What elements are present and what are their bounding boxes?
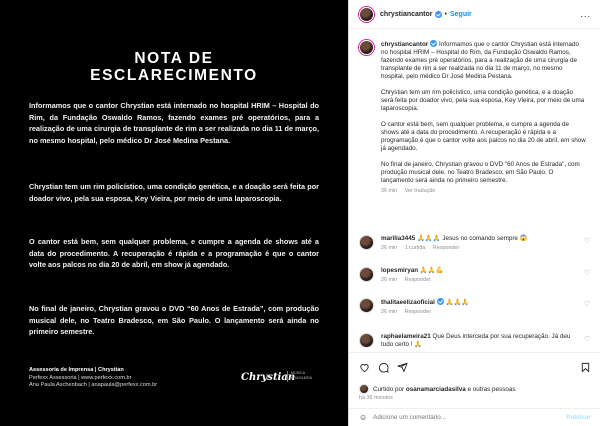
comment-item — [359, 333, 591, 349]
add-comment-bar — [349, 408, 600, 426]
caption-paragraph-1: Informamos que o cantor Chrystian está internado no hospital HRIM – Hospital do Rim, da Fundação Oswaldo Ramos, fazendo exames pré operatórios, para a realização de uma cirurgia de transplante de rim a ser realizada no dia 11 de março, no mesmo hospital, pelo médico Dr José Medina Pestana. — [381, 41, 580, 80]
comment-body: 🙏🙏💪 — [419, 267, 444, 274]
comment-text — [381, 298, 577, 316]
like-comment-heart-icon[interactable]: ♡ — [584, 238, 591, 245]
liked-by-user[interactable]: osanamarciadasilva — [405, 385, 466, 393]
comment-body: 🙏🙏🙏 Jesus no comando sempre 😱 — [417, 235, 528, 242]
follow-button[interactable]: Seguir — [449, 10, 472, 18]
caption-username[interactable]: chrystiancantor — [381, 41, 429, 48]
post-side-panel — [348, 0, 600, 426]
save-bookmark-icon[interactable] — [580, 362, 591, 373]
comment-meta — [381, 308, 577, 316]
post-image-title-line2: ESCLARECIMENTO — [90, 67, 258, 84]
comment-item — [359, 298, 591, 316]
liked-by — [359, 384, 515, 394]
comment-item — [359, 267, 591, 284]
action-icons — [359, 362, 408, 373]
comment-text — [381, 235, 577, 252]
reply-link[interactable]: Responder — [432, 245, 460, 251]
reply-link[interactable]: Responder — [404, 309, 432, 315]
comment-username[interactable]: lopesmiryan — [381, 267, 419, 274]
verified-badge-icon — [430, 40, 437, 47]
comment-time: 26 min — [381, 277, 398, 283]
like-comment-heart-icon[interactable]: ♡ — [584, 301, 591, 308]
liked-by-prefix: Curtido por — [373, 385, 405, 393]
comment-text — [381, 267, 577, 284]
musica-brasileira-seal: MÚSICA BRASILEIRA — [287, 371, 317, 382]
post-image-paragraph-1: Informamos que o cantor Chrystian está internado no hospital HRIM – Hospital do Rim, da Fundação Oswaldo Ramos, fazendo exames pré operatórios, para a realização de uma cirurgia de transplante de rim a ser realizada no dia 11 de março, no mesmo hospital, pelo médico Dr José Medina Pestana. — [29, 101, 319, 145]
comment-likes[interactable]: 1 curtida — [404, 245, 426, 251]
post-image-title — [0, 50, 348, 84]
post-image-paragraph-3: O cantor está bem, sem qualquer problema, e cumpre a agenda de shows até a data do procedimento. A recuperação é rápida e a programação é que o cantor volte aos palcos no dia 20 de abril, em show já agendado. — [29, 237, 319, 270]
verified-badge-icon — [435, 11, 442, 18]
publish-button[interactable]: Publicar — [566, 414, 591, 421]
avatar[interactable] — [359, 7, 374, 22]
caption-paragraph-3: O cantor está bem, sem qualquer problema, e cumpre a agenda de shows até a data do procedimento. A recuperação é rápida e a programação é que o cantor volte aos palcos no dia 20 de abril, em show já agendado. — [381, 121, 586, 152]
comment-avatar[interactable] — [359, 333, 374, 348]
header-separator: • — [444, 10, 447, 18]
liked-by-suffix[interactable]: e outras pessoas — [467, 385, 516, 393]
reply-link[interactable]: Responder — [404, 277, 432, 283]
comment-bubble-icon[interactable] — [378, 362, 389, 373]
verified-badge-icon — [437, 298, 444, 305]
like-comment-heart-icon[interactable]: ♡ — [584, 270, 591, 277]
comment-username[interactable]: marilia3445 — [381, 235, 416, 242]
post-image-title-line1: NOTA DE — [134, 50, 214, 67]
comment-meta — [381, 276, 577, 284]
caption-time: 36 min — [381, 188, 398, 194]
press-contact — [29, 367, 199, 390]
like-heart-icon[interactable] — [359, 362, 370, 373]
caption-avatar[interactable] — [359, 40, 374, 55]
comment-time: 26 min — [381, 309, 398, 315]
comment-avatar[interactable] — [359, 298, 374, 313]
comment-avatar[interactable] — [359, 235, 374, 250]
header-username[interactable]: chrystiancantor — [380, 10, 433, 18]
caption-text — [381, 40, 586, 195]
comment-username[interactable]: raphaelameira21 — [381, 333, 431, 340]
post-actions — [349, 352, 600, 426]
press-contact-line1: Assessoria de Imprensa | Chrystian — [29, 367, 124, 373]
chrystian-signature-logo: Chrystian — [241, 372, 296, 383]
post-timestamp: há 36 minutos — [359, 395, 393, 401]
comment-body: Que Deus interceda por sua recuperação. Já deu tudo certo ! 🙏 — [381, 333, 571, 348]
emoji-icon[interactable]: ☺ — [359, 413, 368, 422]
liker-avatar[interactable] — [359, 384, 369, 394]
press-contact-line2: Perfexx Assessoria | www.perfexx.com.br — [29, 374, 132, 381]
comments-scroll-area[interactable] — [349, 30, 600, 352]
comment-input[interactable] — [373, 414, 553, 421]
post-image-paragraph-4: No final de janeiro, Chrystian gravou o DVD “60 Anos de Estrada”, com produção musical dele, no Teatro Bradesco, em São Paulo. O lançamento será ainda no primeiro semestre. — [29, 304, 319, 337]
translate-link[interactable]: Ver tradução — [404, 188, 436, 194]
press-contact-line3: Ana Paula Aschenbach | anapaula@perfexx.com.br — [29, 382, 158, 389]
comment-username[interactable]: thalitaeelizaoficial — [381, 299, 435, 306]
caption-paragraph-2: Chrystian tem um rim policístico, uma condição genética, e a doação será feita por doador vivo, pela sua esposa, Key Vieira, por meio de uma laparoscopia. — [381, 89, 585, 112]
more-options-icon[interactable]: ... — [580, 9, 591, 19]
caption-paragraph-4: No final de janeiro, Chrystian gravou o DVD "60 Anos de Estrada", com produção musical dele, no Teatro Bradesco, em São Paulo. O lançamento será ainda no primeiro semestre. — [381, 161, 580, 184]
comment-time: 26 min — [381, 245, 398, 251]
like-comment-heart-icon[interactable]: ♡ — [584, 336, 591, 343]
share-send-icon[interactable] — [397, 362, 408, 373]
comment-meta — [381, 244, 577, 252]
post-header — [349, 0, 600, 29]
caption — [359, 40, 591, 195]
post-image-paragraph-2: Chrystian tem um rim policístico, uma condição genética, e a doação será feita por doador vivo, pela sua esposa, Key Vieira, por meio de uma laparoscopia. — [29, 182, 319, 203]
comment-item — [359, 235, 591, 252]
comment-body: 🙏🙏🙏 — [445, 299, 470, 306]
comment-text — [381, 333, 577, 349]
caption-meta — [381, 187, 586, 195]
comment-avatar[interactable] — [359, 267, 374, 282]
